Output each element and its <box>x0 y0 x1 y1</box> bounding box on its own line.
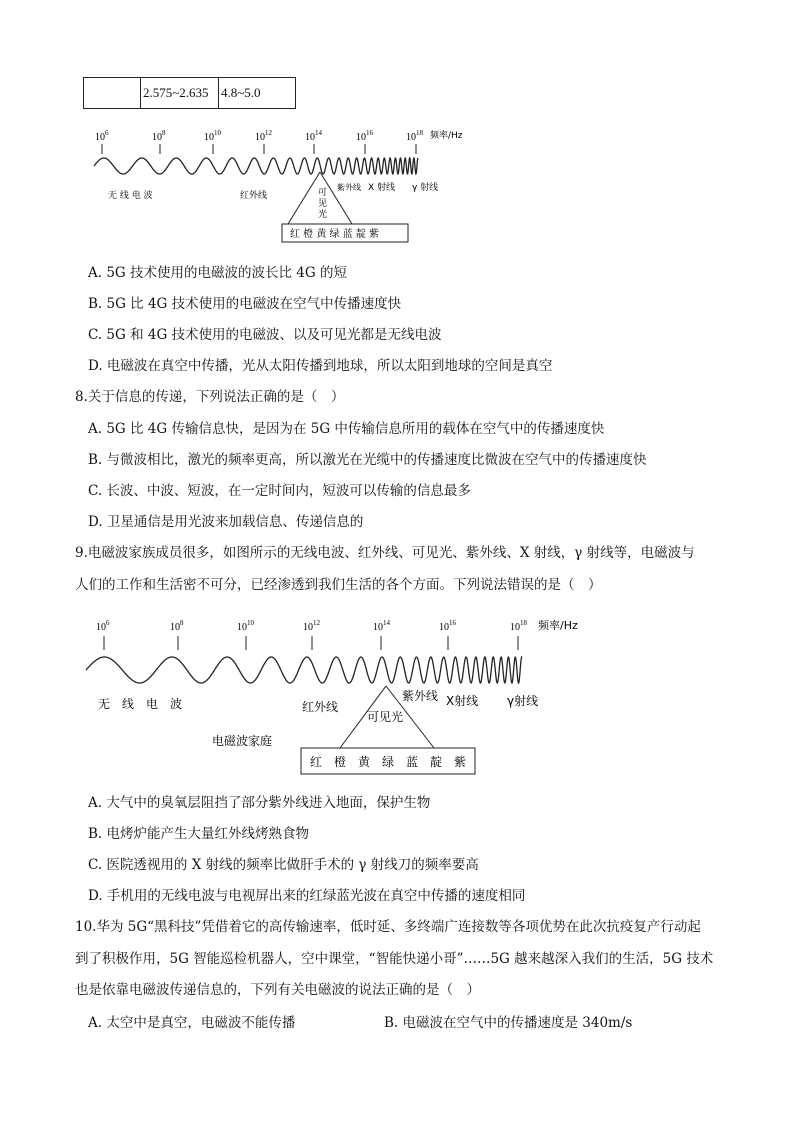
tick-label: $10^{14}$ <box>373 619 390 633</box>
q7-option-a: A. 5G 技术使用的电磁波的波长比 4G 的短 <box>88 265 347 281</box>
frequency-ticks <box>95 129 463 143</box>
q8-stem: 8.关于信息的传递，下列说法正确的是（ ） <box>75 389 345 405</box>
svg-text:见: 见 <box>318 199 328 209</box>
q8-option-d: D. 卫星通信是用光波来加载信息、传递信息的 <box>88 514 364 530</box>
uv-label: 紫外线 <box>402 689 439 703</box>
em-spectrum-diagram-1 <box>80 122 480 247</box>
table-cell: 2.575~2.635 <box>141 78 219 109</box>
tick-marks <box>104 636 518 650</box>
tick-label: $10^{16}$ <box>356 129 373 143</box>
visible-label: 可见光 <box>367 710 404 724</box>
q8-option-c: C. 长波、中波、短波，在一定时间内，短波可以传输的信息最多 <box>88 483 471 499</box>
radio-label: 无 线 电 波 <box>98 697 183 711</box>
q8-option-b: B. 与微波相比，激光的频率更高，所以激光在光缆中的传播速度比微波在空气中的传播速度快 <box>88 452 647 468</box>
tick-label: $10^8$ <box>170 619 184 633</box>
q7-option-b: B. 5G 比 4G 技术使用的电磁波在空气中传播速度快 <box>88 296 402 312</box>
tick-label: $10^{14}$ <box>305 129 322 143</box>
tick-label: $10^{10}$ <box>237 619 254 633</box>
infrared-label: 红外线 <box>302 700 339 714</box>
gamma-label: γ 射线 <box>412 183 439 193</box>
q10-stem-line1: 10.华为 5G“黑科技”凭借着它的高传输速率，低时延、多终端广连接数等各项优势在此次抗疫复产行动起 <box>75 919 701 935</box>
tick-label: $10^{18}$ <box>510 619 527 633</box>
q8-option-a: A. 5G 比 4G 传输信息快，是因为在 5G 中传输信息所用的载体在空气中的传播速度快 <box>88 421 605 437</box>
table-cell: 4.8~5.0 <box>219 78 296 109</box>
q9-option-d: D. 手机用的无线电波与电视屏出来的红绿蓝光波在真空中传播的速度相同 <box>88 888 526 904</box>
tick-label: $10^{10}$ <box>204 129 221 143</box>
q9-option-b: B. 电烤炉能产生大量红外线烤熟食物 <box>88 826 310 842</box>
gamma-label: γ射线 <box>507 694 539 708</box>
em-wave <box>86 657 522 683</box>
infrared-label: 红外线 <box>240 191 268 201</box>
tick-label: $10^{12}$ <box>303 619 320 633</box>
frequency-table <box>83 77 296 109</box>
em-spectrum-diagram-2 <box>80 608 578 778</box>
axis-unit: 频率/Hz <box>538 619 578 632</box>
q10-stem-line3: 也是依靠电磁波传递信息的，下列有关电磁波的说法正确的是（ ） <box>75 982 480 998</box>
q9-option-c: C. 医院透视用的 X 射线的频率比做肝手术的 γ 射线刀的频率要高 <box>88 857 479 873</box>
q10-option-b: B. 电磁波在空气中的传播速度是 340m/s <box>384 1015 633 1031</box>
q7-option-d: D. 电磁波在真空中传播，光从太阳传播到地球，所以太阳到地球的空间是真空 <box>88 358 553 374</box>
q9-option-a: A. 大气中的臭氧层阻挡了部分紫外线进入地面，保护生物 <box>88 795 431 811</box>
svg-text:可: 可 <box>318 188 328 198</box>
colors-label: 红 橙 黄 绿 蓝 靛 紫 <box>290 229 380 240</box>
q9-stem-line2: 人们的工作和生活密不可分，已经渗透到我们生活的各个方面。下列说法错误的是（ ） <box>75 577 602 593</box>
frequency-ticks <box>96 618 578 633</box>
family-label: 电磁波家庭 <box>212 734 273 748</box>
tick-label: $10^{16}$ <box>439 619 456 633</box>
svg-text:光: 光 <box>318 210 328 220</box>
em-wave <box>94 158 418 174</box>
tick-marks <box>102 144 416 154</box>
table-cell <box>84 78 141 109</box>
tick-label: $10^6$ <box>95 129 109 143</box>
q10-stem-line2: 到了积极作用，5G 智能巡检机器人，空中课堂，“智能快递小哥”……5G 越来越深入我们的生活，5G 技术 <box>75 951 714 967</box>
radio-label: 无 线 电 波 <box>108 191 153 201</box>
xray-label: X射线 <box>446 694 479 708</box>
tick-label: $10^8$ <box>152 129 166 143</box>
xray-label: X 射线 <box>368 183 396 193</box>
q9-stem-line1: 9.电磁波家族成员很多，如图所示的无线电波、红外线、可见光、紫外线、X 射线，γ 射线等，电磁波与 <box>75 545 695 561</box>
band-labels <box>108 181 438 201</box>
tick-label: $10^6$ <box>96 619 110 633</box>
tick-label: $10^{18}$ <box>406 129 423 143</box>
band-labels <box>98 688 538 748</box>
table-row <box>84 78 296 109</box>
q10-option-a: A. 太空中是真空，电磁波不能传播 <box>88 1015 296 1031</box>
uv-label: 紫外线 <box>337 183 361 192</box>
tick-label: $10^{12}$ <box>255 129 272 143</box>
colors-label: 红 橙 黄 绿 蓝 靛 紫 <box>310 755 467 769</box>
axis-unit: 频率/Hz <box>430 131 463 141</box>
q7-option-c: C. 5G 和 4G 技术使用的电磁波、以及可见光都是无线电波 <box>88 327 442 343</box>
visible-label <box>318 187 327 220</box>
